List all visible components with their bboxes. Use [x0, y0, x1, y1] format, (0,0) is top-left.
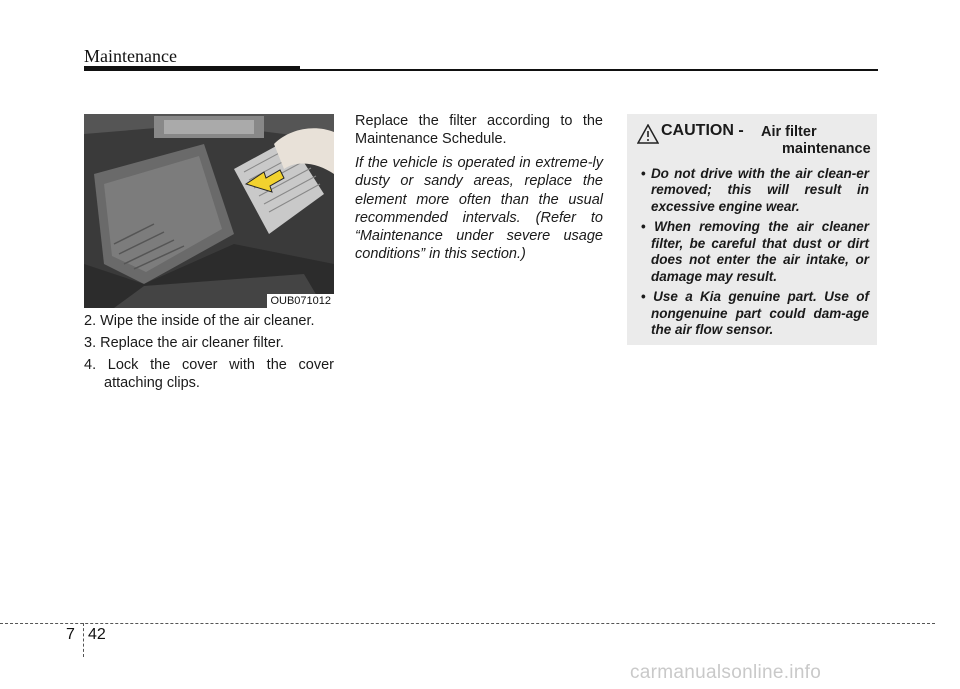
caution-list	[637, 166, 869, 343]
header-rule-thick	[84, 66, 300, 71]
caution-subtitle: Air filter	[761, 124, 817, 140]
footer-rule	[0, 623, 935, 624]
air-cleaner-photo	[84, 114, 334, 308]
photo-code-label: OUB071012	[267, 294, 334, 308]
page-number: 42	[88, 626, 106, 643]
severe-conditions-paragraph: If the vehicle is operated in extreme-ly dusty or sandy areas, replace the element more often than the usual recommended intervals. (Refer to “Maintenance under severe usage conditions” in this section.)	[355, 155, 603, 262]
header-title: Maintenance	[84, 46, 177, 66]
caution-box	[627, 114, 877, 345]
warning-triangle-icon	[637, 124, 659, 144]
step-list	[84, 312, 334, 397]
air-cleaner-illustration	[84, 114, 334, 308]
caution-subtitle: maintenance	[782, 141, 871, 157]
step-item: 4. Lock the cover with the cover attaching clips.	[84, 357, 334, 392]
caution-item: • Do not drive with the air clean-er removed; this will result in excessive engine wear.	[637, 166, 869, 215]
step-item: 2. Wipe the inside of the air cleaner.	[84, 313, 315, 329]
chapter-number: 7	[66, 626, 75, 643]
caution-item: • When removing the air cleaner filter, be careful that dust or dirt does not enter the air intake, or damage may result.	[637, 219, 869, 285]
caution-item: • Use a Kia genuine part. Use of nongenuine part could dam-age the air flow sensor.	[637, 289, 869, 338]
watermark: carmanualsonline.info	[630, 662, 822, 683]
header-rule-thin	[300, 69, 878, 71]
caution-title: CAUTION -	[661, 122, 744, 139]
footer-divider	[83, 623, 84, 657]
replacement-notes	[355, 112, 603, 269]
replacement-paragraph: Replace the filter according to the Maintenance Schedule.	[355, 113, 603, 148]
step-item: 3. Replace the air cleaner filter.	[84, 335, 284, 352]
